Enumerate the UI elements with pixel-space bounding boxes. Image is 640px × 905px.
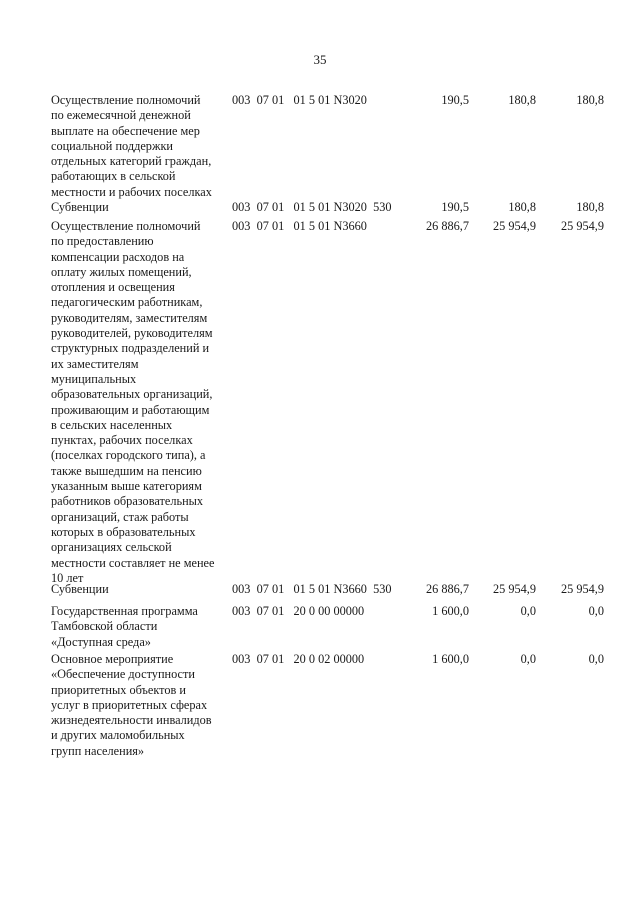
description-line: проживающим и работающим xyxy=(51,402,210,417)
value-col-3: 0,0 xyxy=(588,604,604,618)
row-description xyxy=(51,604,231,650)
value-col-1: 1 600,0 xyxy=(432,652,469,666)
description-line: структурных подразделений и xyxy=(51,341,210,356)
description-line: работников образовательных xyxy=(51,494,204,509)
page-number: 35 xyxy=(313,52,327,67)
row-description xyxy=(51,93,231,200)
value-col-2: 180,8 xyxy=(508,93,536,107)
description-line: «Обеспечение доступности xyxy=(51,667,195,682)
value-col-2: 180,8 xyxy=(508,200,536,214)
description-line: руководителям, заместителям xyxy=(51,310,208,325)
description-line: организаций, стаж работы xyxy=(51,509,189,524)
row-code: 003 07 01 20 0 02 00000 xyxy=(232,652,365,666)
description-line: социальной поддержки xyxy=(51,138,174,153)
description-line: по предоставлению xyxy=(51,234,154,249)
row-code: 003 07 01 01 5 01 N3660 xyxy=(232,219,367,233)
row-description xyxy=(51,582,231,597)
value-col-1: 1 600,0 xyxy=(432,604,469,618)
description-line: Осуществление полномочий xyxy=(51,219,201,233)
description-line: руководителей, руководителям xyxy=(51,326,213,341)
description-line: (поселках городского типа), а xyxy=(51,448,206,463)
value-col-1: 26 886,7 xyxy=(425,582,469,596)
description-line: 10 лет xyxy=(51,570,84,585)
description-line: «Доступная среда» xyxy=(51,634,151,649)
description-line: работающих в сельской xyxy=(51,169,176,184)
row-code: 003 07 01 01 5 01 N3020 xyxy=(232,93,367,107)
row-code: 003 07 01 01 5 01 N3020 530 xyxy=(232,200,392,214)
row-description xyxy=(51,652,231,759)
description-line: выплате на обеспечение мер xyxy=(51,123,200,138)
description-line: муниципальных xyxy=(51,371,137,386)
description-line: организациях сельской xyxy=(51,540,172,555)
value-col-3: 25 954,9 xyxy=(560,582,604,596)
description-line: групп населения» xyxy=(51,743,145,758)
description-line: Основное мероприятие xyxy=(51,652,174,666)
description-line: педагогическим работникам, xyxy=(51,295,203,310)
description-line: пунктах, рабочих поселках xyxy=(51,433,193,448)
description-line: оплату жилых помещений, xyxy=(51,264,192,279)
description-line: компенсации расходов на xyxy=(51,249,185,264)
value-col-2: 25 954,9 xyxy=(492,219,536,233)
description-line: также вышедшим на пенсию xyxy=(51,463,202,478)
value-col-2: 0,0 xyxy=(520,604,536,618)
description-line: по ежемесячной денежной xyxy=(51,108,191,123)
row-description xyxy=(51,219,231,586)
description-line: отдельных категорий граждан, xyxy=(51,154,212,169)
description-line: Осуществление полномочий xyxy=(51,93,201,107)
description-line: Государственная программа xyxy=(51,604,198,618)
description-line: и других маломобильных xyxy=(51,728,185,743)
value-col-2: 0,0 xyxy=(520,652,536,666)
value-col-3: 0,0 xyxy=(588,652,604,666)
description-line: Субвенции xyxy=(51,582,109,596)
row-code: 003 07 01 20 0 00 00000 xyxy=(232,604,365,618)
row-description xyxy=(51,200,231,215)
row-code: 003 07 01 01 5 01 N3660 530 xyxy=(232,582,392,596)
value-col-1: 26 886,7 xyxy=(425,219,469,233)
description-line: образовательных организаций, xyxy=(51,387,213,402)
description-line: жизнедеятельности инвалидов xyxy=(51,713,212,728)
value-col-2: 25 954,9 xyxy=(492,582,536,596)
description-line: услуг в приоритетных сферах xyxy=(51,697,208,712)
description-line: в сельских населенных xyxy=(51,417,173,432)
description-line: указанным выше категориям xyxy=(51,479,202,494)
value-col-3: 180,8 xyxy=(576,93,604,107)
description-line: отопления и освещения xyxy=(51,280,175,295)
description-line: приоритетных объектов и xyxy=(51,682,187,697)
value-col-3: 25 954,9 xyxy=(560,219,604,233)
value-col-1: 190,5 xyxy=(441,93,469,107)
value-col-3: 180,8 xyxy=(576,200,604,214)
value-col-1: 190,5 xyxy=(441,200,469,214)
description-line: Тамбовской области xyxy=(51,619,158,634)
description-line: местности составляет не менее xyxy=(51,555,215,570)
description-line: Субвенции xyxy=(51,200,109,214)
description-line: которых в образовательных xyxy=(51,524,196,539)
description-line: местности и рабочих поселках xyxy=(51,184,212,199)
description-line: их заместителям xyxy=(51,356,139,371)
